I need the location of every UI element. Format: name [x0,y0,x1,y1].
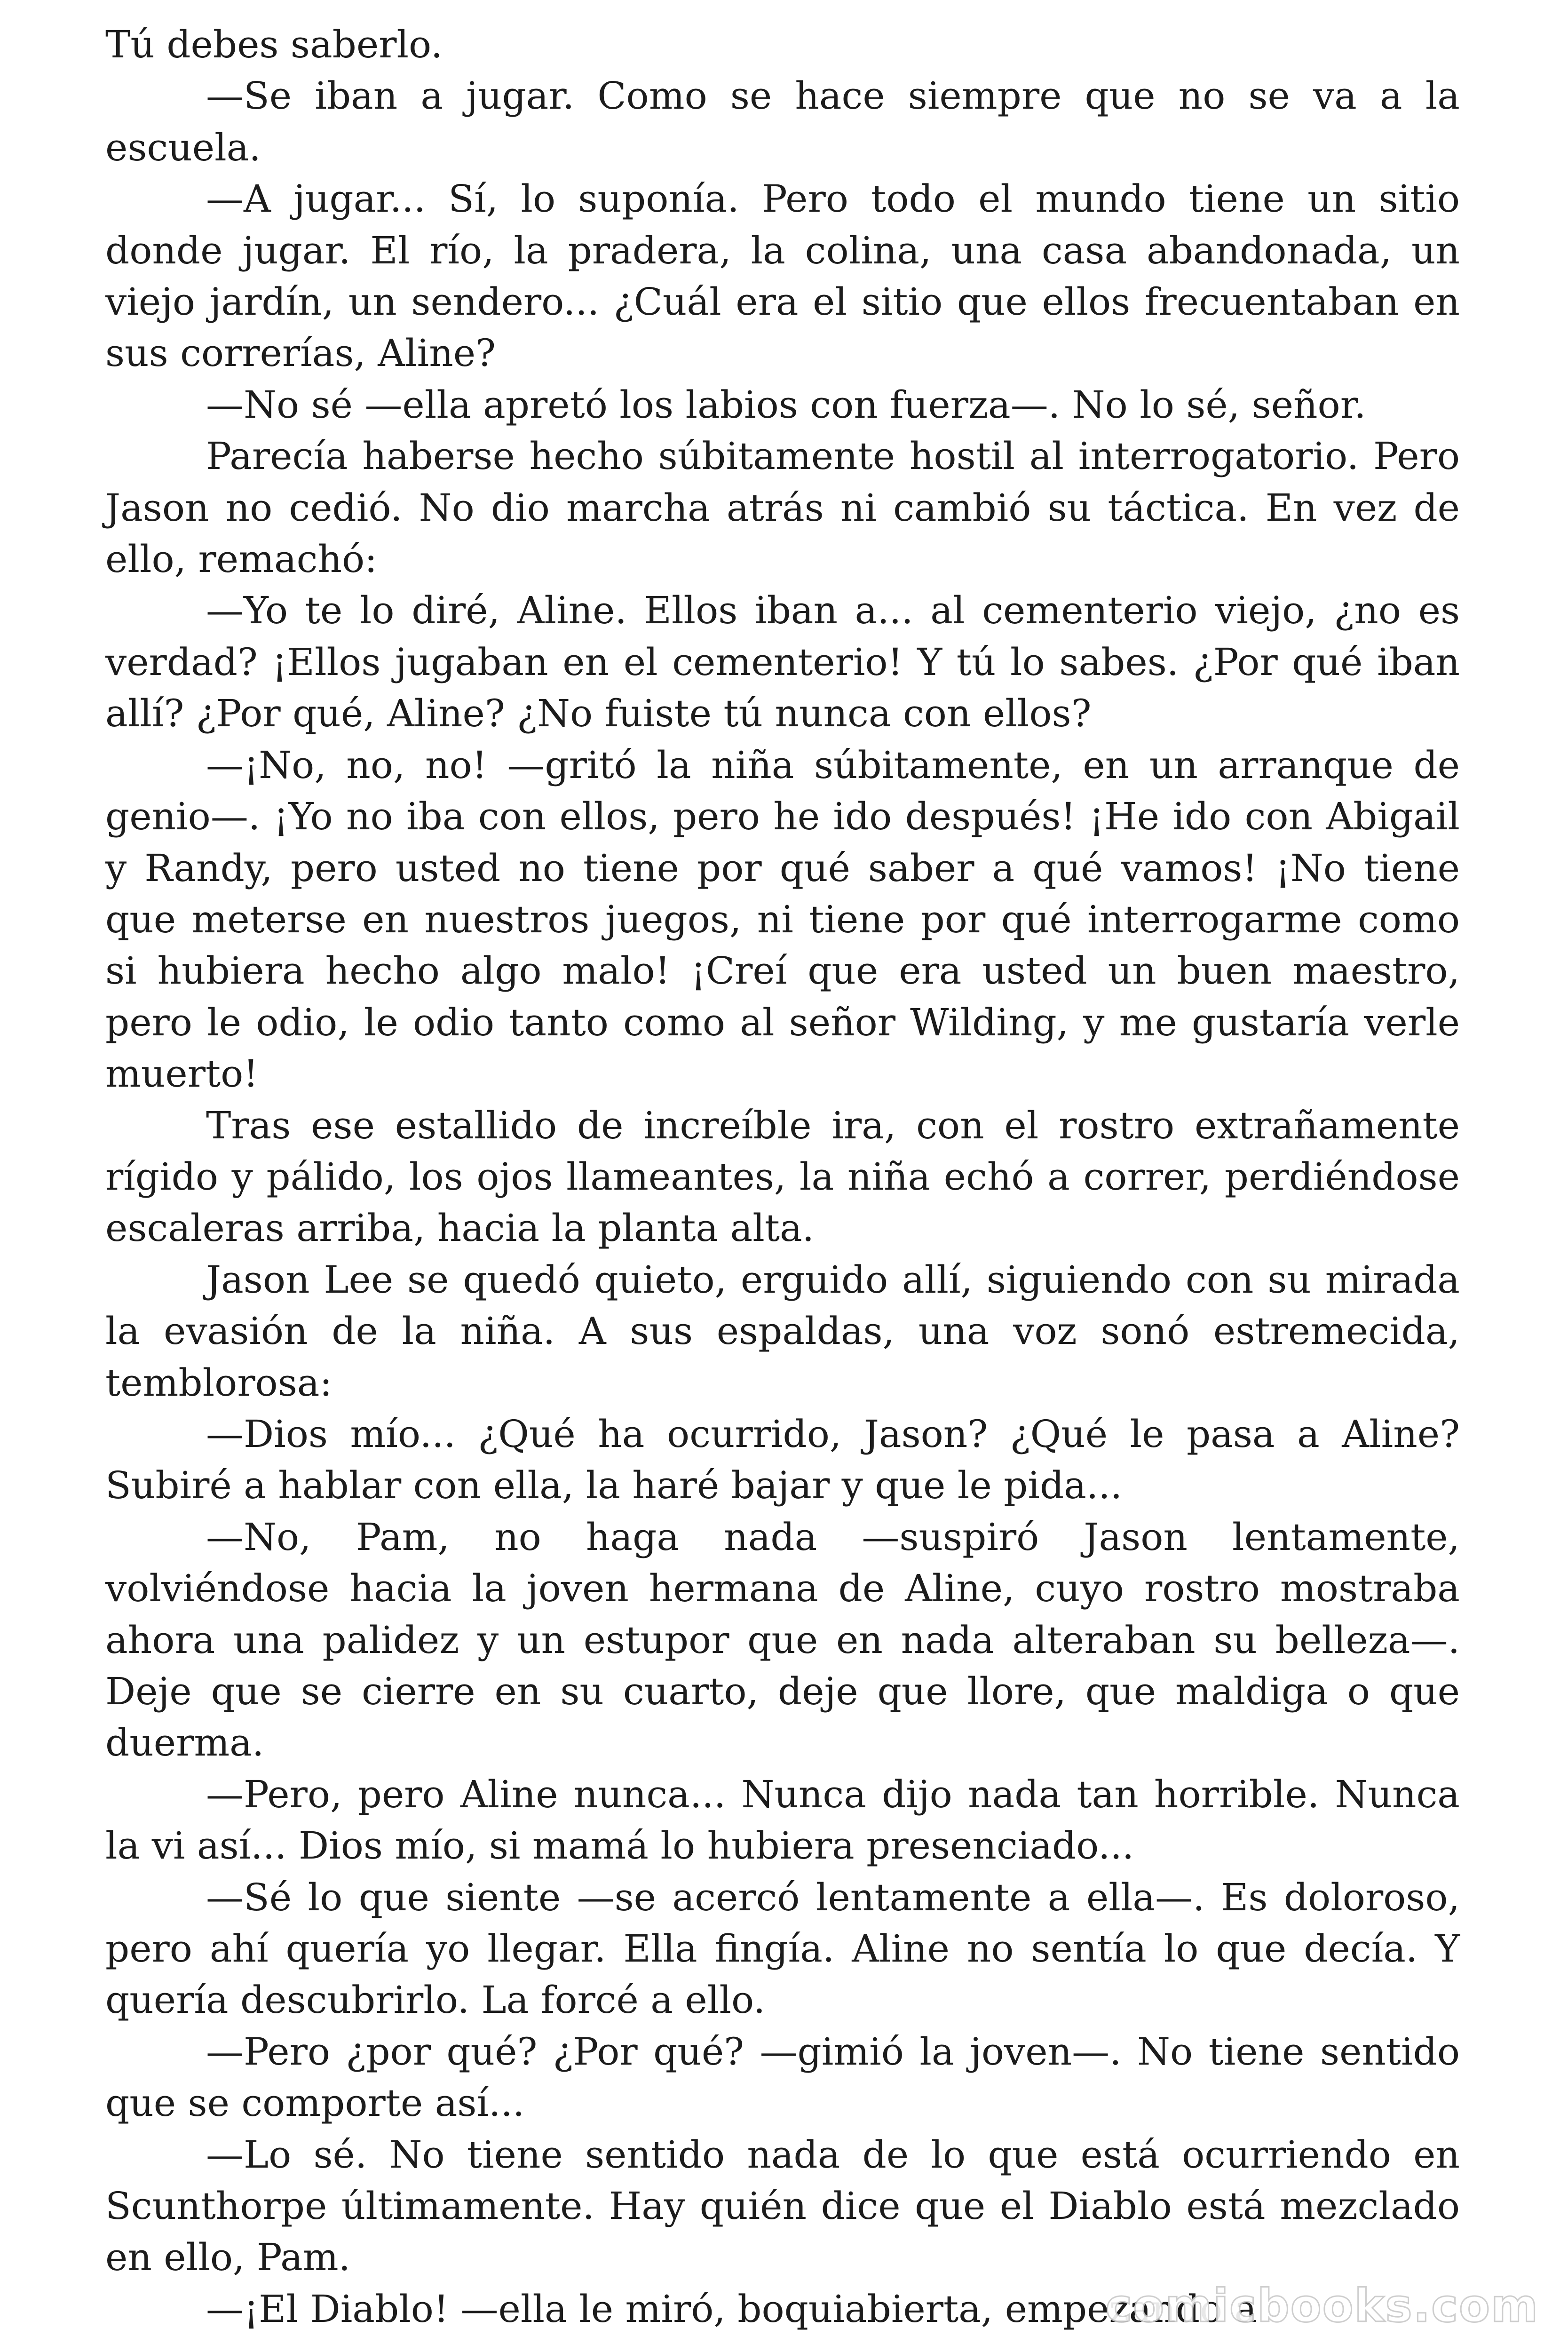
paragraph: Tú debes saberlo. [105,23,443,66]
paragraph: —Pero, pero Aline nunca... Nunca dijo nada tan horrible. Nunca la vi así... Dios mío, si mamá lo hubiera presenciado... [105,1772,1460,1868]
paragraph: —No, Pam, no haga nada —suspiró Jason lentamente, volviéndose hacia la joven hermana de Aline, cuyo rostro mostraba ahora una palidez y un estupor que en nada alteraban su belleza—. Deje que se cierre en su cuarto, deje que llore, que maldiga o que duerma. [105,1515,1460,1765]
paragraph: —¡El Diablo! —ella le miró, boquiabierta, empezando a [206,2287,1257,2331]
paragraph: —Yo te lo diré, Aline. Ellos iban a... al cementerio viejo, ¿no es verdad? ¡Ellos jugaban en el cementerio! Y tú lo sabes. ¿Por qué iban allí? ¿Por qué, Aline? ¿No fuiste tú nunca con ellos? [105,588,1460,736]
paragraph: Parecía haberse hecho súbitamente hostil al interrogatorio. Pero Jason no cedió. No dio marcha atrás ni cambió su táctica. En vez de ello, remachó: [105,434,1460,581]
paragraph: —No sé —ella apretó los labios con fuerza—. No lo sé, señor. [206,382,1366,427]
paragraph: Jason Lee se quedó quieto, erguido allí, siguiendo con su mirada la evasión de la niña. A sus espaldas, una voz sonó estremecida, temblorosa: [105,1257,1460,1405]
site-watermark: comicbooks.com [1105,2280,1539,2332]
paragraph: —Pero ¿por qué? ¿Por qué? —gimió la joven—. No tiene sentido que se comporte así... [105,2029,1460,2125]
paragraph: —¡No, no, no! —gritó la niña súbitamente, en un arranque de genio—. ¡Yo no iba con ellos, pero he ido después! ¡He ido con Abigail y Randy, pero usted no tiene por qué saber a qué vamos! ¡No tiene que meterse en nuestros juegos, ni tiene por qué interrogarme como si hubiera hecho algo malo! ¡Creí que era usted un buen maestro, pero le odio, le odio tanto como al señor Wilding, y me gustaría verle muerto! [105,743,1460,1096]
paragraph: —Sé lo que siente —se acercó lentamente a ella—. Es doloroso, pero ahí quería yo llegar. Ella fingía. Aline no sentía lo que decía. Y quería descubrirlo. La forcé a ello. [105,1875,1460,2022]
paragraph: Tras ese estallido de increíble ira, con el rostro extrañamente rígido y pálido, los ojos llameantes, la niña echó a correr, perdiéndose escaleras arriba, hacia la planta alta. [105,1103,1460,1250]
paragraph: —A jugar... Sí, lo suponía. Pero todo el mundo tiene un sitio donde jugar. El río, la pradera, la colina, una casa abandonada, un viejo jardín, un sendero... ¿Cuál era el sitio que ellos frecuentaban en sus correrías, Aline? [105,177,1460,375]
paragraph: —Dios mío... ¿Qué ha ocurrido, Jason? ¿Qué le pasa a Aline? Subiré a hablar con ella, la haré bajar y que le pida... [105,1412,1460,1508]
paragraph: —Se iban a jugar. Como se hace siempre que no se va a la escuela. [105,74,1460,169]
book-page [105,19,1460,2335]
paragraph: —Lo sé. No tiene sentido nada de lo que está ocurriendo en Scunthorpe últimamente. Hay quién dice que el Diablo está mezclado en ello, Pam. [105,2132,1460,2280]
